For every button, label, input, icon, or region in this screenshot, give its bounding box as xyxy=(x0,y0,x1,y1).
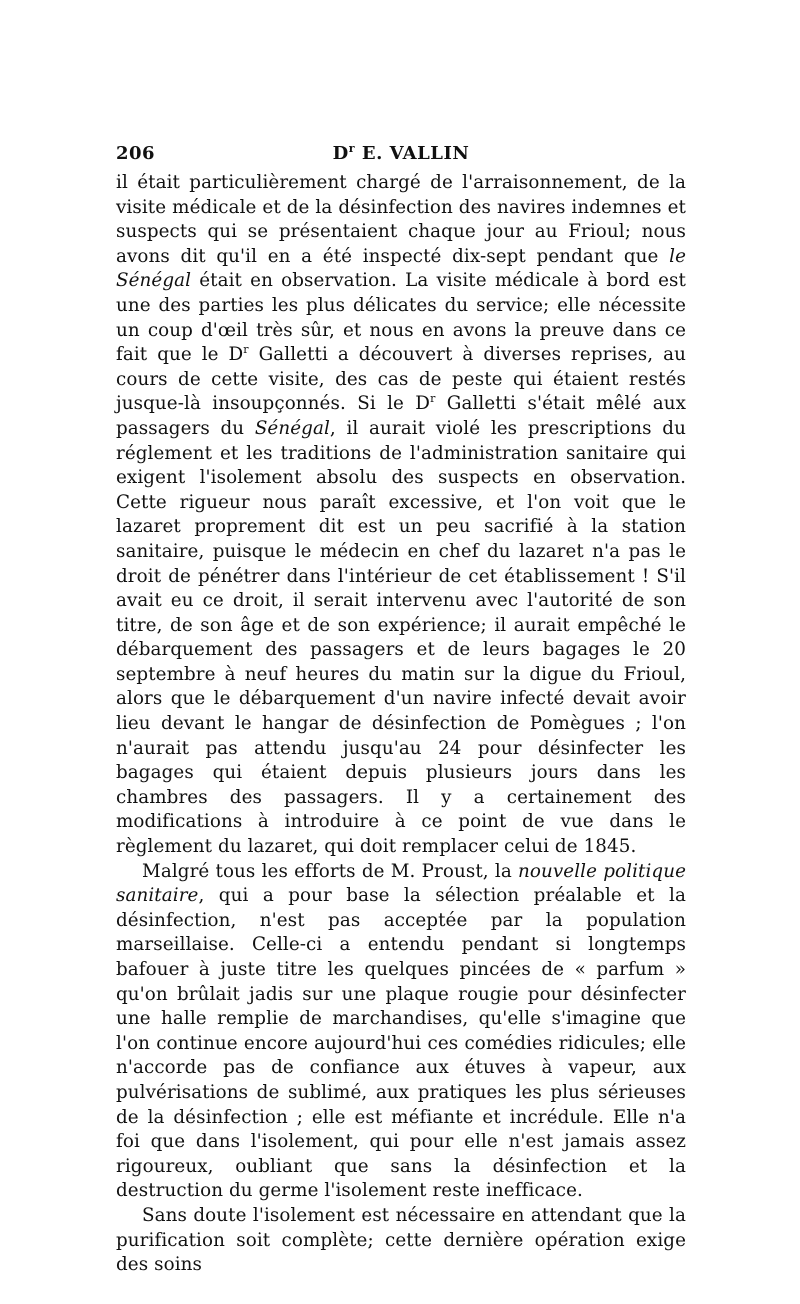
running-head xyxy=(116,140,686,168)
page-number: 206 xyxy=(116,143,156,164)
italic-text-run: nouvelle politique sanitaire xyxy=(116,860,686,907)
paragraph xyxy=(116,171,686,860)
text-run: , qui a pour base la sélection préalable et la désinfection, n'est pas acceptée par la population marseillaise. Celle-ci a entendu pendant si longtemps bafouer à juste titre les quelques pincées de « parfum » qu'on brûlait jadis sur une plaque rougie pour désinfecter une halle remplie de marchandises, qu'elle s'imagine que l'on continue encore aujourd'hui ces comédies ridicules; elle n'accorde pas de confiance aux étuves à vapeur, aux pulvérisations de sublimé, aux pratiques les plus sérieuses de la désinfection ; elle est méfiante et incrédule. Elle n'a foi que dans l'isolement, qui pour elle n'est jamais assez rigoureux, oubliant que sans la désinfection et la destruction du germe l'isolement reste inefficace. xyxy=(116,885,686,1202)
author-prefix-superscript: r xyxy=(348,142,356,155)
italic-text-run: Sénégal xyxy=(254,417,330,439)
text-run: il était particulièrement chargé de l'arraisonnement, de la visite médicale et de la désinfection des navires indemnes et suspects qui se présentaient chaque jour au Frioul; nous avons dit qu'il en a été inspecté dix-sept pendant que xyxy=(116,172,686,267)
text-run: Sans doute l'isolement est nécessaire en attendant que la purification soit complète; cette dernière opération exige des soins xyxy=(116,1204,686,1276)
text-run: , il aurait violé les prescriptions du réglement et les traditions de l'administration sanitaire qui exigent l'isolement absolu des suspects en observation. Cette rigueur nous paraît excessive, et l'on voit que le lazaret proprement dit est un peu sacrifié à la station sanitaire, puisque le médecin en chef du lazaret n'a pas le droit de pénétrer dans l'intérieur de cet établissement ! S'il avait eu ce droit, il serait intervenu avec l'autorité de son titre, de son âge et de son expérience; il aurait empêché le débarquement des passagers et de leurs bagages le 20 septembre à neuf heures du matin sur la digue du Frioul, alors que le débarquement d'un navire infecté devait avoir lieu devant le hangar de désinfection de Pomègues ; l'on n'aurait pas attendu jusqu'au 24 pour désinfecter les bagages qui étaient depuis plusieurs jours dans les chambres des passagers. Il y a certainement des modifications à introduire à ce point de vue dans le règlement du lazaret, qui doit remplacer celui de 1845. xyxy=(116,417,686,858)
superscript: r xyxy=(430,392,436,406)
body-text xyxy=(116,171,686,1278)
paragraph xyxy=(116,860,686,1204)
text-run: était en observation. La visite médicale à bord est une des parties les plus délicates du service; elle nécessite un coup d'œil très sûr, et nous en avons la preuve dans ce fait que le D xyxy=(116,270,686,366)
superscript: r xyxy=(243,343,249,357)
book-page xyxy=(116,140,687,1276)
paragraph xyxy=(116,1204,686,1278)
text-run: Galletti a découvert à diverses reprises, au cours de cette visite, des cas de peste qui étaient restés jusque-là insoupçonnés. Si le D xyxy=(116,344,687,415)
italic-text-run: le Sénégal xyxy=(116,245,686,292)
text-run: Malgré tous les efforts de M. Proust, la xyxy=(142,860,519,882)
author-name: E. VALLIN xyxy=(361,143,470,164)
author-prefix: D xyxy=(332,143,349,164)
author-header xyxy=(156,140,686,168)
text-run: Galletti s'était mêlé aux passagers du xyxy=(116,393,686,439)
